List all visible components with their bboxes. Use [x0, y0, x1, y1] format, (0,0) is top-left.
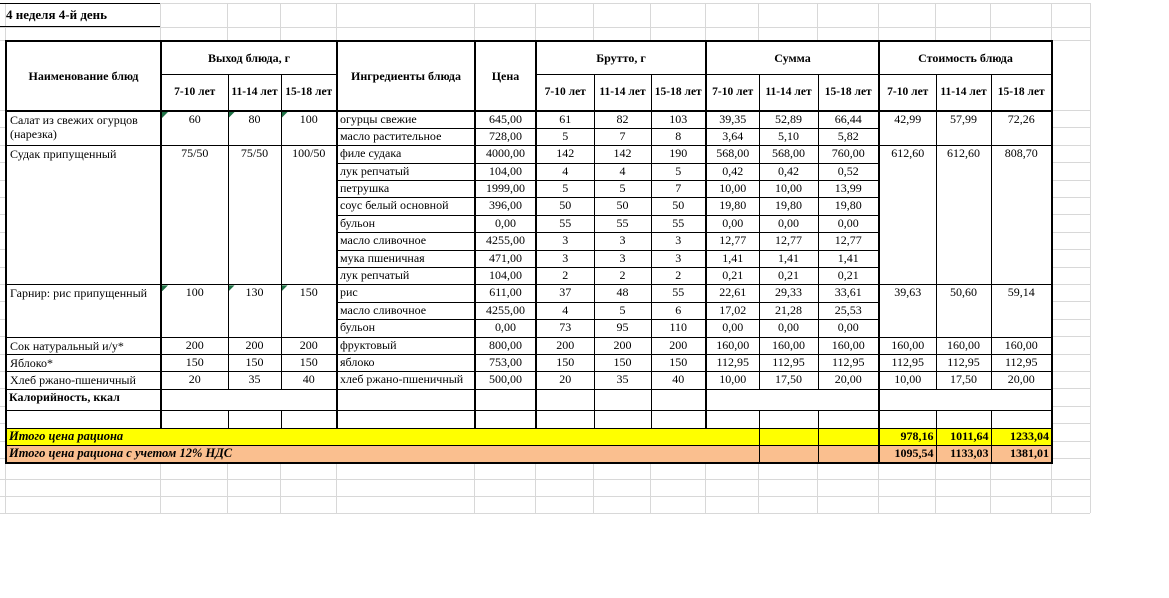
- cell-empty[interactable]: [281, 410, 337, 428]
- cell-text: 130: [245, 285, 264, 300]
- col-header-output-group[interactable]: Выход блюда, г: [161, 41, 337, 74]
- cell-empty[interactable]: [759, 428, 818, 445]
- cell-sum-7-10[interactable]: 10,00: [706, 372, 759, 389]
- cell-gross-7-10[interactable]: 3: [536, 250, 594, 267]
- cell-cost-11-14[interactable]: 57,99: [936, 111, 991, 146]
- cell-output-11-14[interactable]: [228, 285, 281, 337]
- cell-total-15-18[interactable]: 1233,04: [991, 428, 1052, 445]
- cell-price[interactable]: 645,00: [475, 111, 536, 128]
- cell-gross-11-14[interactable]: 50: [594, 198, 651, 215]
- cell-price[interactable]: 800,00: [475, 337, 536, 354]
- cell-cost-11-14[interactable]: 17,50: [936, 372, 991, 389]
- cell-sum-11-14[interactable]: 12,77: [759, 233, 818, 250]
- cell-text: 80: [248, 112, 261, 126]
- cell-cost-11-14[interactable]: 50,60: [936, 285, 991, 337]
- cell-sum-11-14[interactable]: 0,00: [759, 320, 818, 337]
- cell-price[interactable]: 500,00: [475, 372, 536, 389]
- cell-gross-7-10[interactable]: 142: [536, 146, 594, 163]
- cell-dish-name[interactable]: Хлеб ржано-пшеничный: [6, 372, 161, 389]
- cell-sum-15-18[interactable]: 25,53: [818, 302, 879, 319]
- dish-row: [6, 111, 1052, 128]
- col-header-dish-name[interactable]: Наименование блюд: [6, 41, 161, 111]
- cell-cost-7-10[interactable]: 612,60: [879, 146, 936, 285]
- cell-output-7-10[interactable]: 75/50: [161, 146, 228, 285]
- cell-sum-15-18[interactable]: 160,00: [818, 337, 879, 354]
- col-header-output-15-18[interactable]: 15-18 лет: [281, 74, 337, 111]
- cell-sum-11-14[interactable]: 568,00: [759, 146, 818, 163]
- cell-empty[interactable]: [536, 389, 594, 410]
- cell-empty[interactable]: [161, 410, 228, 428]
- cell-gross-11-14[interactable]: 142: [594, 146, 651, 163]
- col-header-output-11-14[interactable]: 11-14 лет: [228, 74, 281, 111]
- cell-output-11-14[interactable]: 200: [228, 337, 281, 354]
- cell-output-15-18[interactable]: 40: [281, 372, 337, 389]
- cell-price[interactable]: 471,00: [475, 250, 536, 267]
- cell-sum-7-10[interactable]: 0,21: [706, 268, 759, 285]
- cell-output-11-14[interactable]: 150: [228, 354, 281, 371]
- col-header-cost-group[interactable]: Стоимость блюда: [879, 41, 1052, 74]
- cell-sum-15-18[interactable]: 66,44: [818, 111, 879, 128]
- col-header-price[interactable]: Цена: [475, 41, 536, 111]
- cell-text: 100: [299, 112, 318, 126]
- cell-gross-15-18[interactable]: 5: [651, 163, 706, 180]
- cell-sum-11-14[interactable]: 0,00: [759, 215, 818, 232]
- cell-gross-11-14[interactable]: 4: [594, 163, 651, 180]
- cell-price[interactable]: 104,00: [475, 163, 536, 180]
- cell-cost-7-10[interactable]: 112,95: [879, 354, 936, 371]
- cell-sum-15-18[interactable]: 5,82: [818, 128, 879, 145]
- cell-cost-7-10[interactable]: 39,63: [879, 285, 936, 337]
- cell-gross-7-10[interactable]: 4: [536, 163, 594, 180]
- cell-empty[interactable]: [706, 389, 879, 410]
- cell-price[interactable]: 611,00: [475, 285, 536, 302]
- dish-row: [6, 337, 1052, 354]
- cell-sum-7-10[interactable]: 160,00: [706, 337, 759, 354]
- col-header-cost-15-18[interactable]: 15-18 лет: [991, 74, 1052, 111]
- cell-sum-7-10[interactable]: 1,41: [706, 250, 759, 267]
- cell-ingredient-name[interactable]: соус белый основной: [337, 198, 475, 215]
- cell-sum-15-18[interactable]: 20,00: [818, 372, 879, 389]
- cell-empty[interactable]: [475, 389, 536, 410]
- cell-gross-7-10[interactable]: 37: [536, 285, 594, 302]
- cell-sum-11-14[interactable]: 29,33: [759, 285, 818, 302]
- cell-gross-7-10[interactable]: 5: [536, 128, 594, 145]
- cell-output-15-18[interactable]: 150: [281, 354, 337, 371]
- cell-gross-15-18[interactable]: 200: [651, 337, 706, 354]
- cell-cost-15-18[interactable]: 20,00: [991, 372, 1052, 389]
- cell-gross-11-14[interactable]: 3: [594, 250, 651, 267]
- cell-ingredient-name[interactable]: бульон: [337, 215, 475, 232]
- cell-output-11-14[interactable]: 75/50: [228, 146, 281, 285]
- cell-price[interactable]: 0,00: [475, 215, 536, 232]
- cell-total-label[interactable]: Итого цена рациона: [6, 428, 759, 445]
- cell-empty[interactable]: [879, 410, 936, 428]
- cell-gross-15-18[interactable]: 55: [651, 215, 706, 232]
- cell-gross-7-10[interactable]: 200: [536, 337, 594, 354]
- cell-dish-name[interactable]: Судак припущенный: [6, 146, 161, 285]
- col-header-gross-15-18[interactable]: 15-18 лет: [651, 74, 706, 111]
- cell-output-7-10[interactable]: 20: [161, 372, 228, 389]
- dish-row: [6, 354, 1052, 371]
- cell-empty[interactable]: [936, 410, 991, 428]
- cell-cost-7-10[interactable]: 160,00: [879, 337, 936, 354]
- cell-sum-7-10[interactable]: 3,64: [706, 128, 759, 145]
- cell-price[interactable]: 1999,00: [475, 181, 536, 198]
- cell-gross-15-18[interactable]: 40: [651, 372, 706, 389]
- cell-gross-15-18[interactable]: 190: [651, 146, 706, 163]
- col-header-sum-11-14[interactable]: 11-14 лет: [759, 74, 818, 111]
- cell-sum-15-18[interactable]: 12,77: [818, 233, 879, 250]
- cell-gross-11-14[interactable]: 5: [594, 181, 651, 198]
- col-header-cost-7-10[interactable]: 7-10 лет: [879, 74, 936, 111]
- cell-sum-11-14[interactable]: 10,00: [759, 181, 818, 198]
- cell-sum-15-18[interactable]: 0,00: [818, 320, 879, 337]
- cell-cost-15-18[interactable]: 160,00: [991, 337, 1052, 354]
- menu-table: [5, 40, 1053, 464]
- cell-gross-15-18[interactable]: 55: [651, 285, 706, 302]
- cell-text: 150: [299, 285, 318, 300]
- col-header-sum-7-10[interactable]: 7-10 лет: [706, 74, 759, 111]
- cell-ingredient-name[interactable]: рис: [337, 285, 475, 302]
- cell-ingredient-name[interactable]: масло сливочное: [337, 233, 475, 250]
- cell-dish-name[interactable]: Гарнир: рис припущенный: [6, 285, 161, 337]
- cell-sum-7-10[interactable]: 17,02: [706, 302, 759, 319]
- cell-empty[interactable]: [651, 410, 706, 428]
- cell-gross-15-18[interactable]: 7: [651, 181, 706, 198]
- cell-ingredient-name[interactable]: масло сливочное: [337, 302, 475, 319]
- cell-empty[interactable]: [879, 389, 1052, 410]
- cell-gross-7-10[interactable]: 150: [536, 354, 594, 371]
- cell-cost-11-14[interactable]: 112,95: [936, 354, 991, 371]
- col-header-output-7-10[interactable]: 7-10 лет: [161, 74, 228, 111]
- cell-sum-15-18[interactable]: 19,80: [818, 198, 879, 215]
- cell-output-11-14[interactable]: 35: [228, 372, 281, 389]
- cell-gross-15-18[interactable]: 110: [651, 320, 706, 337]
- cell-empty[interactable]: [6, 410, 161, 428]
- error-flag-triangle: [229, 285, 235, 291]
- calories-row: [6, 389, 1052, 410]
- col-header-ingredients[interactable]: Ингредиенты блюда: [337, 41, 475, 111]
- cell-sum-11-14[interactable]: 19,80: [759, 198, 818, 215]
- cell-gross-15-18[interactable]: 2: [651, 268, 706, 285]
- cell-gross-7-10[interactable]: 5: [536, 181, 594, 198]
- cell-cost-15-18[interactable]: 72,26: [991, 111, 1052, 146]
- cell-gross-7-10[interactable]: 50: [536, 198, 594, 215]
- cell-ingredient-name[interactable]: фруктовый: [337, 337, 475, 354]
- cell-ingredient-name[interactable]: бульон: [337, 320, 475, 337]
- cell-sum-15-18[interactable]: 13,99: [818, 181, 879, 198]
- cell-output-15-18[interactable]: 100/50: [281, 146, 337, 285]
- cell-gross-7-10[interactable]: 4: [536, 302, 594, 319]
- cell-gross-7-10[interactable]: 20: [536, 372, 594, 389]
- cell-price[interactable]: 4255,00: [475, 233, 536, 250]
- col-header-sum-group[interactable]: Сумма: [706, 41, 879, 74]
- cell-sum-11-14[interactable]: 5,10: [759, 128, 818, 145]
- header-row-groups: [6, 41, 1052, 74]
- cell-total-label[interactable]: Итого цена рациона с учетом 12% НДС: [6, 446, 759, 463]
- cell-gross-15-18[interactable]: 103: [651, 111, 706, 128]
- cell-gross-15-18[interactable]: 6: [651, 302, 706, 319]
- spacer-row: [6, 410, 1052, 428]
- cell-empty[interactable]: [706, 410, 759, 428]
- cell-total-7-10[interactable]: 978,16: [879, 428, 936, 445]
- cell-gross-11-14[interactable]: 55: [594, 215, 651, 232]
- cell-output-7-10[interactable]: 200: [161, 337, 228, 354]
- cell-gross-11-14[interactable]: 35: [594, 372, 651, 389]
- cell-gross-11-14[interactable]: 2: [594, 268, 651, 285]
- cell-empty[interactable]: [651, 389, 706, 410]
- cell-cost-15-18[interactable]: 808,70: [991, 146, 1052, 285]
- cell-gross-7-10[interactable]: 73: [536, 320, 594, 337]
- error-flag-triangle: [162, 112, 168, 118]
- cell-empty[interactable]: [337, 389, 475, 410]
- cell-gross-11-14[interactable]: 95: [594, 320, 651, 337]
- cell-gross-11-14[interactable]: 7: [594, 128, 651, 145]
- cell-ingredient-name[interactable]: огурцы свежие: [337, 111, 475, 128]
- error-flag-triangle: [282, 112, 288, 118]
- sheet-title-cell[interactable]: 4 неделя 4-й день: [0, 3, 160, 27]
- total-row: [6, 446, 1052, 463]
- cell-sum-7-10[interactable]: 0,42: [706, 163, 759, 180]
- cell-price[interactable]: 104,00: [475, 268, 536, 285]
- dish-row: [6, 372, 1052, 389]
- cell-sum-7-10[interactable]: 0,00: [706, 215, 759, 232]
- cell-sum-7-10[interactable]: 19,80: [706, 198, 759, 215]
- cell-price[interactable]: 753,00: [475, 354, 536, 371]
- cell-text: 60: [188, 112, 201, 126]
- cell-gross-7-10[interactable]: 2: [536, 268, 594, 285]
- cell-ingredient-name[interactable]: мука пшеничная: [337, 250, 475, 267]
- cell-sum-11-14[interactable]: 112,95: [759, 354, 818, 371]
- cell-cost-7-10[interactable]: 42,99: [879, 111, 936, 146]
- cell-sum-7-10[interactable]: 10,00: [706, 181, 759, 198]
- cell-price[interactable]: 396,00: [475, 198, 536, 215]
- cell-total-7-10[interactable]: 1095,54: [879, 446, 936, 463]
- cell-gross-11-14[interactable]: 150: [594, 354, 651, 371]
- cell-cost-15-18[interactable]: 112,95: [991, 354, 1052, 371]
- cell-gross-15-18[interactable]: 3: [651, 250, 706, 267]
- cell-price[interactable]: 0,00: [475, 320, 536, 337]
- cell-sum-15-18[interactable]: 0,52: [818, 163, 879, 180]
- cell-dish-name[interactable]: Салат из свежих огурцов (нарезка): [6, 111, 161, 146]
- cell-text: 100: [185, 285, 204, 300]
- cell-price[interactable]: 4255,00: [475, 302, 536, 319]
- cell-cost-7-10[interactable]: 10,00: [879, 372, 936, 389]
- cell-gross-7-10[interactable]: 3: [536, 233, 594, 250]
- cell-empty[interactable]: [818, 410, 879, 428]
- cell-sum-15-18[interactable]: 112,95: [818, 354, 879, 371]
- cell-sum-11-14[interactable]: 52,89: [759, 111, 818, 128]
- error-flag-triangle: [162, 285, 168, 291]
- cell-sum-15-18[interactable]: 0,21: [818, 268, 879, 285]
- cell-gross-11-14[interactable]: 200: [594, 337, 651, 354]
- cell-price[interactable]: 728,00: [475, 128, 536, 145]
- cell-output-15-18[interactable]: [281, 111, 337, 146]
- cell-sum-11-14[interactable]: 1,41: [759, 250, 818, 267]
- cell-calories-label[interactable]: Калорийность, ккал: [6, 389, 161, 410]
- cell-empty[interactable]: [536, 410, 594, 428]
- cell-gross-11-14[interactable]: 82: [594, 111, 651, 128]
- cell-sum-11-14[interactable]: 17,50: [759, 372, 818, 389]
- cell-gross-15-18[interactable]: 50: [651, 198, 706, 215]
- error-flag-triangle: [229, 112, 235, 118]
- cell-sum-11-14[interactable]: 160,00: [759, 337, 818, 354]
- cell-total-11-14[interactable]: 1133,03: [936, 446, 991, 463]
- cell-empty[interactable]: [759, 446, 818, 463]
- cell-sum-7-10[interactable]: 39,35: [706, 111, 759, 128]
- col-header-gross-7-10[interactable]: 7-10 лет: [536, 74, 594, 111]
- cell-dish-name[interactable]: Яблоко*: [6, 354, 161, 371]
- cell-total-11-14[interactable]: 1011,64: [936, 428, 991, 445]
- cell-gross-15-18[interactable]: 8: [651, 128, 706, 145]
- cell-sum-7-10[interactable]: 112,95: [706, 354, 759, 371]
- cell-cost-15-18[interactable]: 59,14: [991, 285, 1052, 337]
- cell-ingredient-name[interactable]: масло растительное: [337, 128, 475, 145]
- cell-empty[interactable]: [161, 389, 337, 410]
- cell-gross-7-10[interactable]: 55: [536, 215, 594, 232]
- cell-empty[interactable]: [759, 410, 818, 428]
- cell-empty[interactable]: [594, 410, 651, 428]
- cell-empty[interactable]: [594, 389, 651, 410]
- cell-output-7-10[interactable]: [161, 285, 228, 337]
- cell-ingredient-name[interactable]: лук репчатый: [337, 268, 475, 285]
- dish-row: [6, 285, 1052, 302]
- cell-gross-15-18[interactable]: 150: [651, 354, 706, 371]
- cell-empty[interactable]: [818, 428, 879, 445]
- cell-output-7-10[interactable]: 150: [161, 354, 228, 371]
- cell-price[interactable]: 4000,00: [475, 146, 536, 163]
- cell-sum-11-14[interactable]: 21,28: [759, 302, 818, 319]
- cell-empty[interactable]: [228, 410, 281, 428]
- col-header-cost-11-14[interactable]: 11-14 лет: [936, 74, 991, 111]
- cell-empty[interactable]: [337, 410, 475, 428]
- cell-sum-7-10[interactable]: 22,61: [706, 285, 759, 302]
- cell-empty[interactable]: [818, 446, 879, 463]
- cell-total-15-18[interactable]: 1381,01: [991, 446, 1052, 463]
- cell-gross-7-10[interactable]: 61: [536, 111, 594, 128]
- cell-gross-11-14[interactable]: 3: [594, 233, 651, 250]
- cell-ingredient-name[interactable]: хлеб ржано-пшеничный: [337, 372, 475, 389]
- cell-output-15-18[interactable]: 200: [281, 337, 337, 354]
- cell-output-7-10[interactable]: [161, 111, 228, 146]
- cell-sum-15-18[interactable]: 0,00: [818, 215, 879, 232]
- col-header-sum-15-18[interactable]: 15-18 лет: [818, 74, 879, 111]
- cell-sum-15-18[interactable]: 33,61: [818, 285, 879, 302]
- cell-gross-11-14[interactable]: 5: [594, 302, 651, 319]
- cell-ingredient-name[interactable]: лук репчатый: [337, 163, 475, 180]
- total-row: [6, 428, 1052, 445]
- cell-cost-11-14[interactable]: 160,00: [936, 337, 991, 354]
- cell-output-15-18[interactable]: [281, 285, 337, 337]
- cell-ingredient-name[interactable]: петрушка: [337, 181, 475, 198]
- cell-ingredient-name[interactable]: яблоко: [337, 354, 475, 371]
- cell-empty[interactable]: [475, 410, 536, 428]
- cell-output-11-14[interactable]: [228, 111, 281, 146]
- error-flag-triangle: [282, 285, 288, 291]
- cell-gross-11-14[interactable]: 48: [594, 285, 651, 302]
- cell-sum-11-14[interactable]: 0,21: [759, 268, 818, 285]
- cell-ingredient-name[interactable]: филе судака: [337, 146, 475, 163]
- cell-sum-7-10[interactable]: 0,00: [706, 320, 759, 337]
- col-header-gross-11-14[interactable]: 11-14 лет: [594, 74, 651, 111]
- cell-gross-15-18[interactable]: 3: [651, 233, 706, 250]
- cell-sum-15-18[interactable]: 1,41: [818, 250, 879, 267]
- cell-empty[interactable]: [991, 410, 1052, 428]
- cell-cost-11-14[interactable]: 612,60: [936, 146, 991, 285]
- dish-row: [6, 146, 1052, 163]
- cell-sum-15-18[interactable]: 760,00: [818, 146, 879, 163]
- col-header-gross-group[interactable]: Брутто, г: [536, 41, 706, 74]
- cell-sum-7-10[interactable]: 568,00: [706, 146, 759, 163]
- cell-dish-name[interactable]: Сок натуральный и/у*: [6, 337, 161, 354]
- cell-sum-7-10[interactable]: 12,77: [706, 233, 759, 250]
- cell-sum-11-14[interactable]: 0,42: [759, 163, 818, 180]
